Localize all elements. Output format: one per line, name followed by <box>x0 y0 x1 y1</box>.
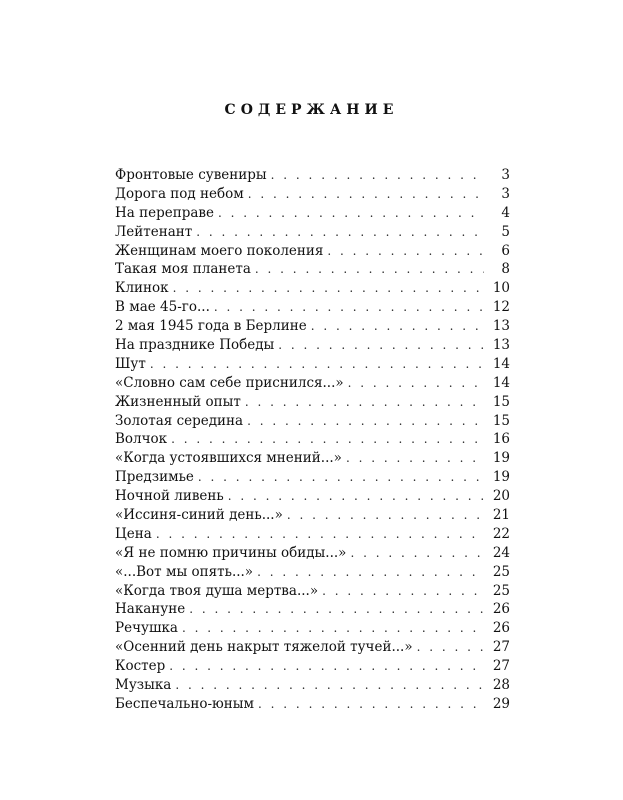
toc-entry-page: 14 <box>492 374 510 391</box>
toc-entry <box>115 676 510 695</box>
table-of-contents <box>115 166 510 714</box>
toc-entry <box>115 544 510 563</box>
toc-entry-title: «Словно сам себе приснился...» <box>115 374 344 391</box>
dot-leader <box>228 487 484 506</box>
toc-entry-page: 19 <box>492 469 510 486</box>
toc-entry-title: Накануне <box>115 601 186 618</box>
dot-leader <box>255 260 484 279</box>
dot-leader <box>218 204 484 223</box>
dot-leader <box>156 525 484 544</box>
dot-leader <box>271 166 484 185</box>
toc-entry-page: 10 <box>492 280 510 297</box>
toc-entry-title: Жизненный опыт <box>115 393 241 410</box>
dot-leader <box>171 430 484 449</box>
dot-leader <box>182 619 484 638</box>
toc-entry-page: 3 <box>501 185 510 202</box>
toc-entry-title: На переправе <box>115 204 215 221</box>
dot-leader <box>189 600 484 619</box>
toc-entry-page: 4 <box>501 204 510 221</box>
toc-entry-page: 27 <box>492 658 510 675</box>
dot-leader <box>258 695 484 714</box>
toc-entry-title: Дорога под небом <box>115 185 244 202</box>
toc-entry-title: Фронтовые сувениры <box>115 167 267 183</box>
toc-entry-page: 5 <box>501 223 510 240</box>
dot-leader <box>346 449 484 468</box>
toc-entry <box>115 204 510 223</box>
dot-leader <box>350 544 484 563</box>
toc-entry <box>115 638 510 657</box>
toc-entry <box>115 279 510 298</box>
toc-entry-page: 29 <box>492 695 510 712</box>
toc-entry <box>115 336 510 355</box>
toc-entry <box>115 393 510 412</box>
toc-entry-title: «Когда твоя душа мертва...» <box>115 582 319 599</box>
toc-entry-page: 27 <box>492 639 510 656</box>
toc-entry-title: «...Вот мы опять...» <box>115 563 254 580</box>
toc-entry-title: «Осенний день накрыт тяжелой тучей...» <box>115 639 413 656</box>
toc-entry-title: Клинок <box>115 280 169 297</box>
dot-leader <box>150 355 484 374</box>
dot-leader <box>327 242 484 261</box>
toc-entry <box>115 355 510 374</box>
dot-leader <box>248 185 484 204</box>
toc-entry-page: 25 <box>492 563 510 580</box>
toc-entry <box>115 166 510 185</box>
toc-entry-title: Такая моя планета <box>115 261 251 278</box>
dot-leader <box>245 393 484 412</box>
toc-entry <box>115 298 510 317</box>
page-title: СОДЕРЖАНИЕ <box>224 102 399 118</box>
dot-leader <box>196 223 484 242</box>
toc-entry <box>115 185 510 204</box>
dot-leader <box>348 374 484 393</box>
toc-entry <box>115 412 510 431</box>
toc-entry-page: 12 <box>492 299 510 316</box>
toc-entry-page: 13 <box>492 337 510 354</box>
toc-entry-title: В мае 45-го... <box>115 299 210 316</box>
toc-entry-title: Костер <box>115 658 166 675</box>
toc-entry-page: 26 <box>492 620 510 637</box>
dot-leader <box>169 657 484 676</box>
toc-entry <box>115 374 510 393</box>
dot-leader <box>257 563 484 582</box>
toc-entry-title: Беспечально-юным <box>115 695 255 712</box>
toc-entry-title: Женщинам моего поколения <box>115 242 324 259</box>
toc-entry-page: 28 <box>492 677 510 694</box>
toc-entry <box>115 525 510 544</box>
toc-entry <box>115 468 510 487</box>
toc-entry-title: На празднике Победы <box>115 337 275 354</box>
dot-leader <box>173 279 484 298</box>
toc-entry-page: 19 <box>492 450 510 467</box>
toc-entry <box>115 563 510 582</box>
dot-leader <box>175 676 484 695</box>
toc-entry-title: 2 мая 1945 года в Берлине <box>115 318 307 335</box>
toc-entry-title: Золотая середина <box>115 412 244 429</box>
dot-leader <box>247 412 484 431</box>
dot-leader <box>287 506 484 525</box>
toc-entry <box>115 600 510 619</box>
toc-entry <box>115 619 510 638</box>
toc-entry-title: Лейтенант <box>115 223 193 240</box>
toc-entry-page: 20 <box>492 488 510 505</box>
toc-entry-page: 15 <box>492 412 510 429</box>
toc-entry-title: «Иссиня-синий день...» <box>115 507 283 524</box>
toc-entry-page: 14 <box>492 355 510 372</box>
toc-entry <box>115 695 510 714</box>
toc-entry-title: Ночной ливень <box>115 488 224 505</box>
dot-leader <box>311 317 484 336</box>
toc-entry-page: 16 <box>492 431 510 448</box>
toc-entry-page: 15 <box>492 393 510 410</box>
toc-entry <box>115 260 510 279</box>
toc-entry-title: Речушка <box>115 620 178 637</box>
dot-leader <box>417 638 484 657</box>
toc-entry-title: Шут <box>115 355 146 372</box>
toc-entry <box>115 317 510 336</box>
toc-entry-title: Цена <box>115 525 152 542</box>
toc-entry-page: 26 <box>492 601 510 618</box>
toc-entry <box>115 657 510 676</box>
toc-entry-page: 8 <box>501 261 510 278</box>
toc-entry-title: Музыка <box>115 677 172 694</box>
dot-leader <box>214 298 484 317</box>
dot-leader <box>198 468 484 487</box>
toc-entry <box>115 582 510 601</box>
toc-entry-page: 6 <box>501 242 510 259</box>
toc-entry-page: 21 <box>492 507 510 524</box>
dot-leader <box>322 582 484 601</box>
toc-entry <box>115 430 510 449</box>
toc-entry-page: 22 <box>492 525 510 542</box>
toc-entry-page: 3 <box>501 167 510 183</box>
toc-entry <box>115 223 510 242</box>
toc-entry-title: «Я не помню причины обиды...» <box>115 544 347 561</box>
toc-entry-title: «Когда устоявшихся мнений...» <box>115 450 342 467</box>
toc-entry <box>115 242 510 261</box>
toc-entry-page: 25 <box>492 582 510 599</box>
toc-entry-page: 24 <box>492 544 510 561</box>
dot-leader <box>278 336 484 355</box>
toc-entry-title: Волчок <box>115 431 168 448</box>
toc-entry <box>115 487 510 506</box>
toc-entry-title: Предзимье <box>115 469 194 486</box>
toc-entry <box>115 506 510 525</box>
toc-entry-page: 13 <box>492 318 510 335</box>
toc-entry <box>115 449 510 468</box>
